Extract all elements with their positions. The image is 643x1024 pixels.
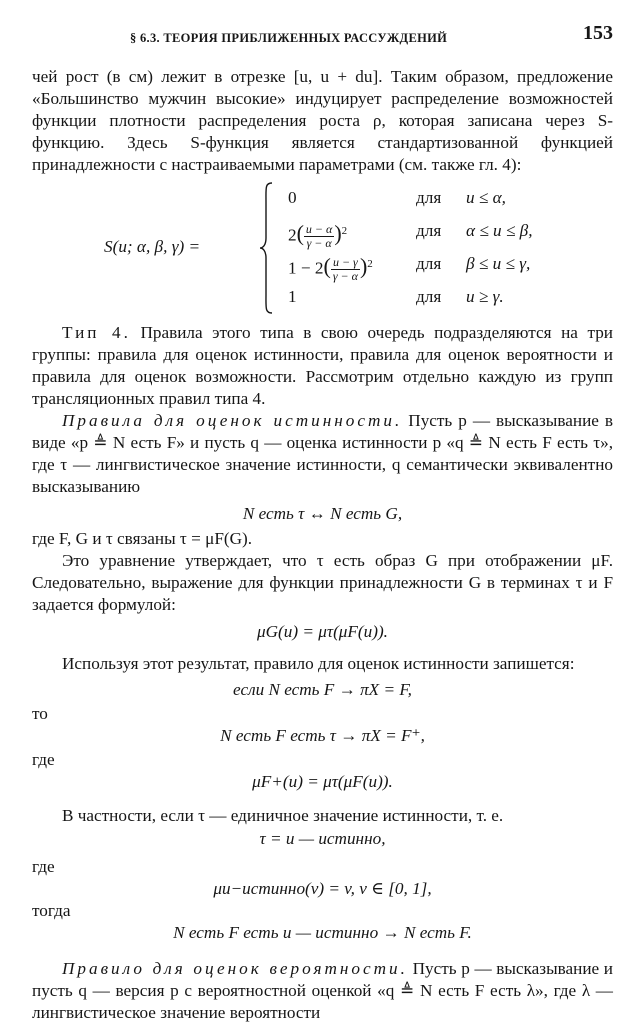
fraction-denominator: γ − α: [306, 236, 332, 251]
case-row: [288, 281, 588, 314]
fraction-numerator: u − α: [305, 222, 333, 237]
truth-formula3: если N есть F → πX = F,: [233, 680, 412, 699]
left-brace-icon: [259, 182, 273, 314]
case-condition: u ≥ γ.: [466, 287, 504, 306]
case-exponent: 2: [341, 225, 348, 237]
word-to: то: [32, 704, 48, 723]
truth-text4: Используя этот результат, правило для оценок истинности запишется:: [62, 654, 575, 673]
case-row: [288, 182, 588, 215]
truth-rules-text: Пусть p — высказывание в виде «p ≜ N есть F» и пусть q — оценка истинности p «q ≜ N есть F есть τ», где τ — лингвистическое значение истинности, q семантически эквивалентно высказыванию: [32, 411, 613, 496]
truth-formula5: μF+(u) = μτ(μF(u)).: [252, 772, 393, 791]
prob-rules-heading: Правило для оценок вероятности.: [62, 959, 408, 978]
page-body: [32, 66, 613, 1024]
case-expression: 1 − 2( $\frac{u - \gamma}{\gamma - \alpha}$ )$^2$: [288, 253, 373, 284]
type4-paragraph: [32, 322, 613, 410]
word-where: где: [32, 750, 55, 769]
prob-rules-text: Пусть p — высказывание и пусть q — версия p с вероятностной оценкой «q ≜ N есть F есть λ», где λ — лингвистическое значение вероятности: [32, 959, 613, 1022]
case-condition: u ≤ α,: [466, 188, 506, 207]
case-word: для: [416, 188, 442, 207]
truth-text5: В частности, если τ — единичное значение истинности, т. е.: [62, 806, 504, 825]
case-expression: 0: [288, 188, 297, 207]
case-exponent: 2: [367, 258, 373, 270]
truth-formula2: μG(u) = μτ(μF(u)).: [257, 622, 388, 641]
truth-formula: N есть τ ↔ N есть G,: [242, 504, 403, 523]
truth-formula6: τ = u — истинно,: [259, 829, 386, 848]
case-fraction: [331, 256, 360, 283]
truth-formula7: μu−истинно(v) = v, v ∈ [0, 1],: [213, 879, 432, 898]
case-expression: 2( $\frac{u - \alpha}{\gamma - \alpha}$ )$^2$: [288, 220, 348, 251]
s-function-cases: [288, 182, 588, 314]
running-header: [130, 22, 613, 48]
case-condition: β ≤ u ≤ γ,: [466, 254, 531, 273]
page-number: 153: [583, 22, 613, 44]
case-expression: 1: [288, 287, 297, 306]
s-function-formula: [32, 182, 613, 314]
case-row: [288, 248, 588, 284]
case-prefix: 2: [288, 225, 297, 245]
word-where-2: где: [32, 857, 55, 876]
case-row: [288, 215, 588, 251]
truth-text3: Это уравнение утверждает, что τ есть образ G при отображении μF. Следовательно, выражение для функции принадлежности G в терминах τ и F задается формулой:: [32, 551, 613, 614]
fraction-numerator: u − γ: [331, 256, 360, 270]
case-word: для: [416, 254, 442, 273]
truth-formula8: N есть F есть u — истинно → N есть F.: [173, 923, 472, 942]
prob-rules-paragraph: [32, 958, 613, 1024]
truth-formula4: N есть F есть τ → πX = F⁺,: [220, 726, 425, 745]
case-condition: α ≤ u ≤ β,: [466, 221, 533, 240]
running-title: § 6.3. ТЕОРИЯ ПРИБЛИЖЕННЫХ РАССУЖДЕНИЙ: [130, 31, 448, 45]
type4-lead: Тип 4.: [62, 323, 131, 342]
word-then: тогда: [32, 901, 71, 920]
case-word: для: [416, 221, 442, 240]
case-word: для: [416, 287, 442, 306]
fraction-denominator: γ − α: [332, 269, 358, 284]
intro-paragraph: чей рост (в см) лежит в отрезке [u, u + du]. Таким образом, предложение «Большинство мужчин высокие» индуцирует распределение возможностей функции плотности распределения роста ρ, которая записана через S-функцию. Здесь S-функция является стандартизованной функцией принадлежности с настраиваемыми параметрами (см. также гл. 4):: [32, 67, 613, 174]
case-fraction: [304, 223, 334, 250]
type4-text: Правила этого типа в свою очередь подразделяются на три группы: правила для оценок истинности, правила для оценок вероятности и правила для оценок возможности. Рассмотрим отдельно каждую из групп трансляционных правил типа 4.: [32, 323, 613, 408]
truth-rules-paragraph: [32, 410, 613, 498]
s-function-lhs: S(u; α, β, γ) =: [104, 237, 201, 256]
case-prefix: 1 − 2: [288, 258, 324, 278]
truth-text2: где F, G и τ связаны τ = μF(G).: [32, 529, 253, 548]
truth-rules-heading: Правила для оценок истинности.: [62, 411, 403, 430]
